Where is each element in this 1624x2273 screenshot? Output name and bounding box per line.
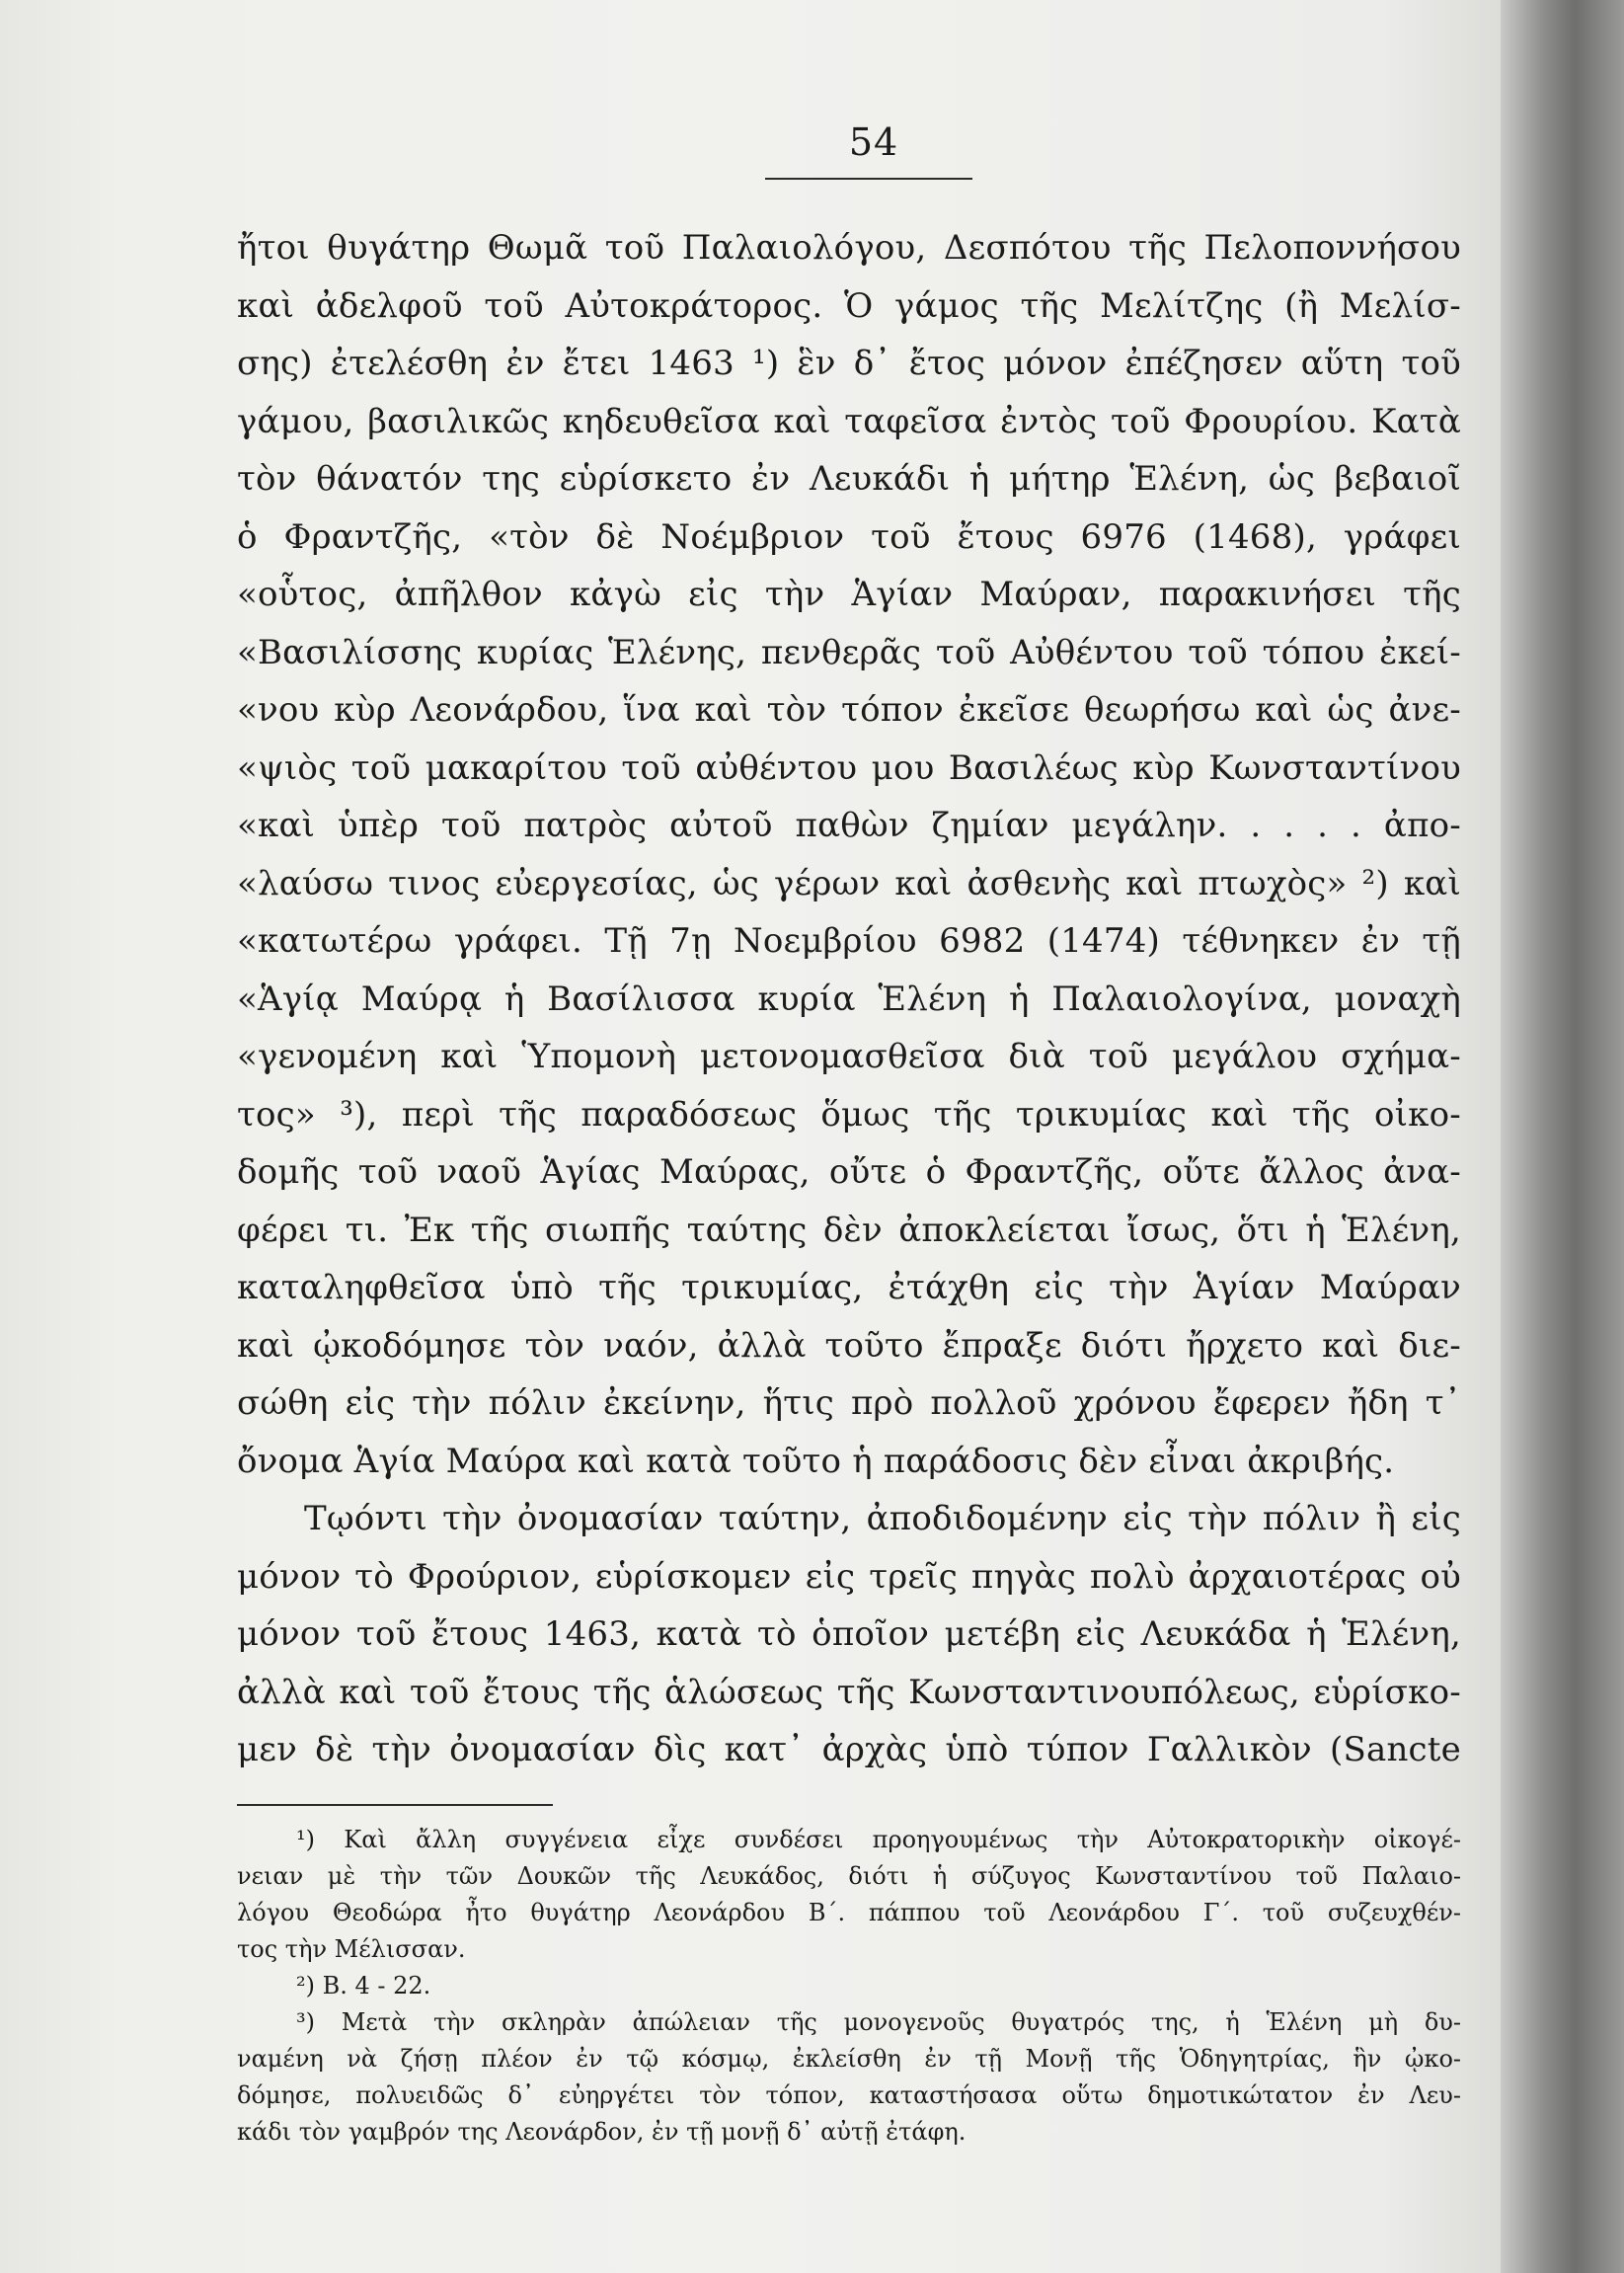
text-line: «οὗτος, ἀπῆλθον κἀγὼ εἰς τὴν Ἁγίαν Μαύραν, παρακινήσει τῆς — [237, 575, 1461, 614]
text-line: «Βασιλίσσης κυρίας Ἑλένης, πενθερᾶς τοῦ Αὐθέντου τοῦ τόπου ἐκεί- — [237, 632, 1461, 672]
text-line: «κατωτέρω γράφει. Τῇ 7ῃ Νοεμβρίου 6982 (1474) τέθνηκεν ἐν τῇ — [237, 921, 1461, 961]
footnote-3-line: ³) Μετὰ τὴν σκληρὰν ἀπώλειαν τῆς μονογενοῦς θυγατρός της, ἡ Ἑλένη μὴ δυ- — [296, 2008, 1461, 2036]
text-line: Τῳόντι τὴν ὀνομασίαν ταύτην, ἀποδιδομένην εἰς τὴν πόλιν ἢ εἰς — [304, 1499, 1461, 1538]
footnote-2: ²) Β. 4 - 22. — [296, 1972, 431, 1999]
book-gutter — [1501, 0, 1624, 2273]
footnote-rule — [237, 1804, 553, 1806]
text-line: καταληφθεῖσα ὑπὸ τῆς τρικυμίας, ἐτάχθη εἰς τὴν Ἁγίαν Μαύραν — [237, 1268, 1461, 1307]
page-number-rule — [765, 178, 972, 180]
text-line: καὶ ἀδελφοῦ τοῦ Αὐτοκράτορος. Ὁ γάμος τῆς Μελίτζης (ἢ Μελίσ- — [237, 285, 1461, 326]
footnote-1-line: τος τὴν Μέλισσαν. — [237, 1935, 466, 1963]
footnote-3-line: κάδι τὸν γαμβρόν της Λεονάρδον, ἐν τῇ μονῇ δ᾽ αὐτῇ ἐτάφη. — [237, 2118, 967, 2146]
text-line: σώθη εἰς τὴν πόλιν ἐκείνην, ἥτις πρὸ πολλοῦ χρόνου ἔφερεν ἤδη τ᾽ — [237, 1383, 1461, 1423]
text-line: «νου κὺρ Λεονάρδου, ἵνα καὶ τὸν τόπον ἐκεῖσε θεωρήσω καὶ ὡς ἀνε- — [237, 690, 1461, 730]
text-line: «λαύσω τινος εὐεργεσίας, ὡς γέρων καὶ ἀσθενὴς καὶ πτωχὸς» ²) καὶ — [237, 863, 1461, 903]
body-text — [237, 219, 1461, 1779]
footnote-3-line: δόμησε, πολυειδῶς δ᾽ εὐηργέτει τὸν τόπον, καταστήσασα οὕτω δημοτικώτατον ἐν Λευ- — [237, 2081, 1461, 2109]
text-line: φέρει τι. Ἐκ τῆς σιωπῆς ταύτης δὲν ἀποκλείεται ἴσως, ὅτι ἡ Ἑλένη, — [237, 1210, 1461, 1250]
text-line: τος» ³), περὶ τῆς παραδόσεως ὅμως τῆς τρικυμίας καὶ τῆς οἰκο- — [237, 1094, 1461, 1135]
text-line: «ψιὸς τοῦ μακαρίτου τοῦ αὐθέντου μου Βασιλέως κὺρ Κωνσταντίνου — [237, 747, 1461, 788]
text-line: δομῆς τοῦ ναοῦ Ἁγίας Μαύρας, οὔτε ὁ Φραντζῆς, οὔτε ἄλλος ἀνα- — [237, 1152, 1461, 1192]
text-line: σης) ἐτελέσθη ἐν ἔτει 1463 ¹) ἓν δ᾽ ἔτος μόνον ἐπέζησεν αὕτη τοῦ — [237, 344, 1461, 383]
text-line: ἤτοι θυγάτηρ Θωμᾶ τοῦ Παλαιολόγου, Δεσπότου τῆς Πελοποννήσου — [237, 228, 1461, 268]
text-line: τὸν θάνατόν της εὑρίσκετο ἐν Λευκάδι ἡ μήτηρ Ἑλένη, ὡς βεβαιοῖ — [237, 459, 1461, 499]
text-line: ὁ Φραντζῆς, «τὸν δὲ Νοέμβριον τοῦ ἔτους 6976 (1468), γράφει — [237, 516, 1461, 557]
text-line: «γενομένη καὶ Ὑπομονὴ μετονομασθεῖσα διὰ τοῦ μεγάλου σχήμα- — [237, 1037, 1461, 1076]
text-line: μόνον τὸ Φρούριον, εὑρίσκομεν εἰς τρεῖς πηγὰς πολὺ ἀρχαιοτέρας οὐ — [237, 1556, 1461, 1597]
page-number: 54 — [848, 120, 899, 164]
footnote-1-line: νειαν μὲ τὴν τῶν Δουκῶν τῆς Λευκάδος, διότι ἡ σύζυγος Κωνσταντίνου τοῦ Παλαιο- — [237, 1862, 1461, 1890]
text-line: «καὶ ὑπὲρ τοῦ πατρὸς αὐτοῦ παθὼν ζημίαν μεγάλην. . . . . ἀπο- — [237, 806, 1461, 845]
text-line: ἀλλὰ καὶ τοῦ ἔτους τῆς ἁλώσεως τῆς Κωνσταντινουπόλεως, εὑρίσκο- — [237, 1672, 1461, 1712]
footnotes — [237, 1822, 1461, 2151]
text-line: γάμου, βασιλικῶς κηδευθεῖσα καὶ ταφεῖσα ἐντὸς τοῦ Φρουρίου. Κατὰ — [237, 401, 1461, 441]
footnote-1-line: ¹) Καὶ ἄλλη συγγένεια εἶχε συνδέσει προηγουμένως τὴν Αὐτοκρατορικὴν οἰκογέ- — [296, 1826, 1461, 1853]
text-line: καὶ ᾠκοδόμησε τὸν ναόν, ἀλλὰ τοῦτο ἔπραξε διότι ἤρχετο καὶ διε- — [237, 1325, 1461, 1366]
footnote-1-line: λόγου Θεοδώρα ἦτο θυγάτηρ Λεονάρδου Β΄. πάππου τοῦ Λεονάρδου Γ΄. τοῦ συζευχθέν- — [237, 1899, 1461, 1926]
text-line: μεν δὲ τὴν ὀνομασίαν δὶς κατ᾽ ἀρχὰς ὑπὸ τύπον Γαλλικὸν (Sancte — [237, 1730, 1461, 1769]
text-line: μόνον τοῦ ἔτους 1463, κατὰ τὸ ὁποῖον μετέβη εἰς Λευκάδα ἡ Ἑλένη, — [237, 1614, 1461, 1654]
footnote-3-line: ναμένη νὰ ζήσῃ πλέον ἐν τῷ κόσμῳ, ἐκλείσθη ἐν τῇ Μονῇ τῆς Ὁδηγητρίας, ἣν ᾠκο- — [237, 2045, 1461, 2073]
text-line: ὄνομα Ἁγία Μαύρα καὶ κατὰ τοῦτο ἡ παράδοσις δὲν εἶναι ἀκριβής. — [237, 1441, 1395, 1481]
text-line: «Ἁγίᾳ Μαύρᾳ ἡ Βασίλισσα κυρία Ἑλένη ἡ Παλαιολογίνα, μοναχὴ — [237, 979, 1461, 1019]
